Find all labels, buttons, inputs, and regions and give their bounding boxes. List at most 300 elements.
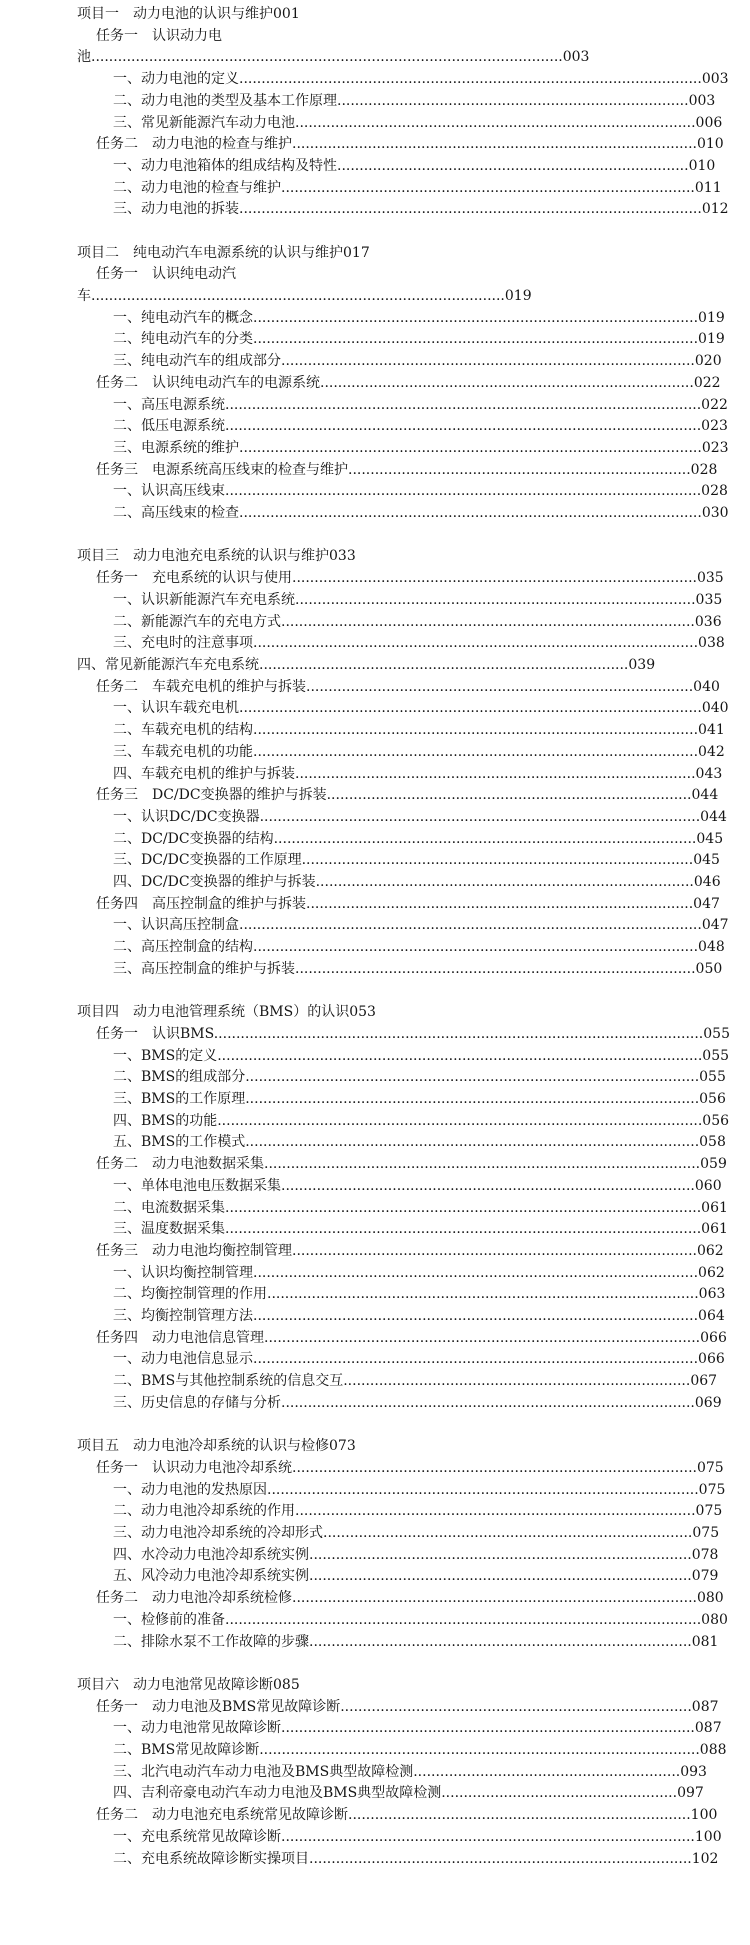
entry-label: 二、动力电池的类型及基本工作原理 [113,93,337,109]
subsection-entry [113,1370,718,1392]
project-heading [77,1435,700,1457]
page-number: 053 [349,1004,376,1020]
subsection-entry [113,1479,726,1501]
leader-dots: ........................................................................................................... [225,1612,702,1628]
leader-dots: .............................................................................. [343,1373,691,1389]
subsection-entry [113,828,724,850]
subsection-entry [113,1739,727,1761]
entry-label: 三、动力电池冷却系统的冷却形式 [113,1525,323,1541]
entry-label: 二、均衡控制管理的作用 [113,1286,267,1302]
entry-label: 车 [77,288,91,304]
entry-label: 二、BMS与其他控制系统的信息交互 [113,1373,344,1389]
leader-dots: ........................................................................................................... [225,1200,702,1216]
subsection-entry [113,1609,728,1631]
page-number: 047 [693,896,720,912]
entry-label: 任务一 认识BMS [96,1026,214,1042]
entry-label: 任务四 高压控制盒的维护与拆装 [96,896,306,912]
entry-label: 四、常见新能源汽车充电系统 [77,657,259,673]
page-number: 035 [696,570,724,586]
leader-dots: ...................................................................................... [309,1568,692,1584]
page-number: 048 [698,939,725,955]
page-number: 062 [698,1265,725,1281]
leader-dots: ................................................................................................. [267,1286,699,1302]
page-number: 085 [273,1677,300,1693]
leader-dots: ....................................................................................... [306,679,694,695]
subsection-entry [113,480,728,502]
leader-dots: ................................................................................................... [259,1742,700,1758]
page-number: 019 [698,331,725,347]
task-entry [96,133,724,155]
project-heading [77,545,700,567]
subsection-entry [113,177,722,199]
leader-dots: ........................................................................................... [292,1243,697,1259]
page-number: 017 [343,245,370,261]
page-number: 006 [695,115,723,131]
subsection-entry [113,763,723,785]
entry-label: 一、认识高压线束 [113,483,225,499]
entry-label: 四、DC/DC变换器的维护与拆装 [113,874,316,890]
leader-dots: ............................................................ [413,1764,681,1780]
task-entry [96,372,721,394]
subsection-entry [113,1522,720,1544]
subsection-entry [113,1175,722,1197]
task-entry [96,676,720,698]
page-number: 040 [693,679,720,695]
leader-dots: ........................................................................................................... [225,483,702,499]
page-number: 093 [680,1764,707,1780]
page-number: 038 [698,635,725,651]
page-number: 061 [701,1200,728,1216]
subsection-entry [113,849,720,871]
entry-label: 三、动力电池的拆装 [113,201,239,217]
subsection-entry [113,1197,728,1219]
page-number: 047 [701,917,729,933]
leader-dots: ........................................................................................... [292,570,697,586]
subsection-entry [113,1283,726,1305]
entry-label: 一、认识均衡控制管理 [113,1265,253,1281]
leader-dots: ........................................................................................................... [225,1221,702,1237]
entry-label: 一、单体电池电压数据采集 [113,1178,281,1194]
leader-dots: ............................................................................................. [281,614,695,630]
leader-dots: ................................................................................................. [267,1482,699,1498]
entry-label: 一、认识DC/DC变换器 [113,809,260,825]
entry-label: 项目二 纯电动汽车电源系统的认识与维护 [77,245,343,261]
leader-dots: ........................................................................................................ [239,917,702,933]
project-heading [77,3,700,25]
leader-dots: .......................................................................................................... [91,49,563,65]
page-number: 003 [701,71,729,87]
page-number: 102 [691,1851,719,1867]
subsection-entry [113,1500,723,1522]
page-number: 036 [694,614,722,630]
leader-dots: ...................................................................................... [309,1634,692,1650]
page-number: 023 [701,440,729,456]
page-number: 019 [504,288,532,304]
page-number: 063 [698,1286,726,1302]
entry-label: 任务一 认识动力电池冷却系统 [96,1460,292,1476]
page-number: 058 [699,1134,726,1150]
page-number: 019 [698,310,725,326]
page-number: 050 [695,961,723,977]
entry-label: 任务二 动力电池的检查与维护 [96,136,292,152]
task-entry [96,567,724,589]
subsection-entry [113,394,728,416]
task-entry [96,1696,719,1718]
task-entry [96,1153,727,1175]
task-entry [96,784,719,806]
entry-label: 项目六 动力电池常见故障诊断 [77,1677,273,1693]
entry-label: 三、充电时的注意事项 [113,635,253,651]
page-number: 100 [694,1829,722,1845]
subsection-entry [113,1066,726,1088]
entry-label: 一、动力电池箱体的组成结构及特性 [113,158,337,174]
page-number: 042 [698,744,725,760]
subsection-entry [113,806,727,828]
entry-label: 三、DC/DC变换器的工作原理 [113,852,302,868]
leader-dots: .................................................................................................... [253,310,699,326]
page-number: 040 [701,700,729,716]
page-number: 039 [628,657,656,673]
leader-dots: ........................................................................................................ [239,440,702,456]
project-heading [77,1001,700,1023]
leader-dots: .................................................................................................... [253,1265,699,1281]
page-number: 075 [698,1482,726,1498]
subsection-entry [113,1348,725,1370]
page-number: 060 [694,1178,722,1194]
subsection-entry [113,1826,722,1848]
entry-label: 三、纯电动汽车的组成部分 [113,353,281,369]
leader-dots: .................................................................................................... [253,1351,699,1367]
page-number: 044 [700,809,727,825]
leader-dots: .................................................................................. [326,787,692,803]
entry-label: 三、温度数据采集 [113,1221,225,1237]
leader-dots: ............................................................................................................. [217,1113,703,1129]
page-number: 066 [700,1330,727,1346]
leader-dots: .......................................................................................... [295,1503,696,1519]
task-entry [96,459,718,481]
page-number: 097 [677,1785,704,1801]
leader-dots: ............................................................................. [348,1807,691,1823]
entry-label: 任务三 动力电池均衡控制管理 [96,1243,292,1259]
entry-label: 四、吉利帝豪电动汽车动力电池及BMS典型故障检测 [113,1785,442,1801]
entry-label: 四、BMS的功能 [113,1113,218,1129]
page-number: 041 [698,722,725,738]
page-number: 044 [691,787,719,803]
subsection-entry [113,1544,719,1566]
entry-label: 项目四 动力电池管理系统（BMS）的认识 [77,1004,350,1020]
subsection-entry [113,611,722,633]
task-entry [96,1327,727,1349]
entry-label: 项目三 动力电池充电系统的认识与维护 [77,548,329,564]
entry-label: 二、DC/DC变换器的结构 [113,831,274,847]
entry-label: 二、BMS的组成部分 [113,1069,246,1085]
entry-label: 项目一 动力电池的认识与维护 [77,6,273,22]
task-entry [96,1240,724,1262]
subsection-entry [113,1717,722,1739]
page-number: 059 [700,1156,727,1172]
entry-label: 二、排除水泵不工作故障的步骤 [113,1634,309,1650]
page-number: 062 [696,1243,724,1259]
entry-label: 三、BMS的工作原理 [113,1091,246,1107]
page-number: 069 [694,1395,722,1411]
entry-label: 任务二 认识纯电动汽车的电源系统 [96,375,320,391]
entry-label: 一、认识高压控制盒 [113,917,239,933]
leader-dots: ................................................................................................... [259,809,701,825]
entry-label: 三、常见新能源汽车动力电池 [113,115,295,131]
subsection-entry [113,632,725,654]
page-number: 022 [701,397,728,413]
leader-dots: .................................................................................... [320,375,694,391]
page-number: 087 [694,1720,722,1736]
entry-label: 三、电源系统的维护 [113,440,239,456]
leader-dots: .................................................................................................... [253,744,699,760]
entry-label: 三、历史信息的存储与分析 [113,1395,281,1411]
entry-label: 五、风冷动力电池冷却系统实例 [113,1568,309,1584]
leader-dots: .................................................................................................... [253,939,699,955]
subsection-entry [113,741,725,763]
page-number: 023 [701,418,728,434]
leader-dots: .................................................................................................... [253,1308,699,1324]
entry-label: 二、动力电池冷却系统的作用 [113,1503,295,1519]
leader-dots: ............................................................................................................. [217,1048,703,1064]
subsection-entry [113,328,725,350]
subsection-entry [113,719,725,741]
leader-dots: .................................................................................................... [253,331,699,347]
subsection-entry [113,1392,722,1414]
entry-label: 二、BMS常见故障诊断 [113,1742,260,1758]
entry-label: 四、水冷动力电池冷却系统实例 [113,1547,309,1563]
leader-dots: ........................................................................................................ [239,201,702,217]
leader-dots: ............................................................................................. [281,1829,695,1845]
subsection-entry [113,415,728,437]
subsection-entry [113,1305,725,1327]
page-number: 088 [699,1742,727,1758]
leader-dots: ..................................................................................... [315,874,694,890]
entry-label: 任务三 DC/DC变换器的维护与拆装 [96,787,327,803]
subsection-entry [113,958,723,980]
entry-label: 一、充电系统常见故障诊断 [113,1829,281,1845]
page-number: 003 [562,49,590,65]
subsection-entry [113,1045,730,1067]
subsection-entry [113,155,716,177]
subsection-entry [113,1761,707,1783]
task-entry [96,893,720,915]
leader-dots: .................................................................................................... [253,722,699,738]
task-entry [96,25,700,47]
entry-label: 一、认识新能源汽车充电系统 [113,592,295,608]
subsection-entry [113,437,729,459]
leader-dots: ............................................................................................. [91,288,505,304]
leader-dots: ...................................................................................................... [245,1069,700,1085]
subsection-entry [113,1565,719,1587]
entry-label: 二、新能源汽车的充电方式 [113,614,281,630]
leader-dots: ............................................................................................. [281,1178,695,1194]
entry-label: 二、充电系统故障诊断实操项目 [113,1851,309,1867]
page-number: 075 [696,1460,724,1476]
entry-label: 一、动力电池的发热原因 [113,1482,267,1498]
entry-label: 一、动力电池常见故障诊断 [113,1720,281,1736]
page-number: 003 [688,93,716,109]
leader-dots: ............................................................................................. [281,1395,695,1411]
page-number: 067 [690,1373,718,1389]
leader-dots: ............................................................................................. [281,1720,695,1736]
page-number: 080 [701,1612,728,1628]
leader-dots: ........................................................................................................ [239,505,702,521]
leader-dots: .................................................................................................. [264,1156,701,1172]
entry-label: 一、高压电源系统 [113,397,225,413]
entry-label: 三、均衡控制管理方法 [113,1308,253,1324]
leader-dots: ................................................................................... [259,657,629,673]
entry-label: 二、电流数据采集 [113,1200,225,1216]
page-number: 056 [699,1091,726,1107]
subsection-entry [113,871,721,893]
leader-dots: ........................................................................................... [292,1460,697,1476]
page-number: 055 [699,1069,726,1085]
entry-label: 三、高压控制盒的维护与拆装 [113,961,295,977]
entry-label: 一、纯电动汽车的概念 [113,310,253,326]
page-number: 055 [703,1026,730,1042]
entry-label: 三、北汽电动汽车动力电池及BMS典型故障检测 [113,1764,414,1780]
entry-label: 二、动力电池的检查与维护 [113,180,281,196]
page-number: 081 [691,1634,719,1650]
task-entry [96,1023,730,1045]
page-number: 001 [273,6,300,22]
entry-label: 任务四 动力电池信息管理 [96,1330,264,1346]
entry-label: 一、动力电池信息显示 [113,1351,253,1367]
entry-label: 任务一 动力电池及BMS常见故障诊断 [96,1699,341,1715]
leader-dots: ...................................................................................................... [245,1091,700,1107]
page-number: 087 [691,1699,719,1715]
project-heading [77,242,700,264]
leader-dots: ............................................................................... [337,158,689,174]
entry-label: 二、高压线束的检查 [113,505,239,521]
page-number: 064 [698,1308,725,1324]
project-heading [77,1674,700,1696]
leader-dots: ........................................................................................................ [239,71,702,87]
subsection-entry [113,1088,726,1110]
leader-dots: ...................................................................................................... [245,1134,700,1150]
page-number: 100 [690,1807,718,1823]
entry-label: 一、BMS的定义 [113,1048,218,1064]
page-number: 073 [329,1438,356,1454]
leader-dots: ............................................................................... [337,93,689,109]
subsection-entry [113,1262,725,1284]
task-entry [96,1804,718,1826]
entry-label: 项目五 动力电池冷却系统的认识与检修 [77,1438,329,1454]
entry-label: 二、纯电动汽车的分类 [113,331,253,347]
leader-dots: ............................................................................... [340,1699,692,1715]
subsection-entry [113,1218,728,1240]
page-number: 075 [695,1503,723,1519]
page-number: 028 [701,483,728,499]
leader-dots: ........................................................................................................... [225,418,702,434]
page-number: 078 [691,1547,719,1563]
page-number: 045 [696,831,724,847]
entry-label: 任务二 车载充电机的维护与拆装 [96,679,306,695]
subsection-entry [113,914,729,936]
subsection-entry [113,502,729,524]
leader-dots: ........................................................................................................ [239,700,702,716]
page-number: 022 [693,375,721,391]
page-number: 028 [690,462,718,478]
leader-dots: ........................................................................................ [301,852,694,868]
subsection-entry [113,350,722,372]
entry-label: 任务一 认识动力电 [96,28,222,44]
entry-label: 一、动力电池的定义 [113,71,239,87]
leader-dots: ...................................................................................... [309,1547,692,1563]
leader-dots: ........................................................................................................... [225,397,702,413]
subsection-entry [113,198,729,220]
page-number: 010 [696,136,724,152]
leader-dots: ................................................................................... [323,1525,693,1541]
page-number: 035 [695,592,723,608]
entry-label: 二、车载充电机的结构 [113,722,253,738]
task-entry-continued [77,46,590,68]
entry-label: 池 [77,49,91,65]
subsection-entry [113,1848,719,1870]
page-number: 056 [702,1113,730,1129]
entry-label: 二、高压控制盒的结构 [113,939,253,955]
entry-label: 三、车载充电机的功能 [113,744,253,760]
entry-label: 任务一 充电系统的认识与使用 [96,570,292,586]
task-entry [96,1457,724,1479]
subsection-entry [113,697,729,719]
entry-label: 一、认识车载充电机 [113,700,239,716]
leader-dots: ........................................................................................... [292,1590,697,1606]
leader-dots: .......................................................................................... [295,961,696,977]
page-number: 066 [698,1351,725,1367]
page-number: 010 [688,158,716,174]
task-entry-continued [77,285,532,307]
subsection-entry [113,112,723,134]
task-entry [96,263,700,285]
leader-dots: .......................................................................................... [295,115,696,131]
entry-label: 任务二 动力电池充电系统常见故障诊断 [96,1807,348,1823]
leader-dots: .................................................................................................. [264,1330,701,1346]
leader-dots: .......................................................................................... [295,766,696,782]
subsection-entry [113,307,725,329]
subsection-entry [113,90,716,112]
page-number: 011 [694,180,722,196]
page-number: 046 [693,874,721,890]
page-number: 033 [329,548,356,564]
entry-label: 五、BMS的工作模式 [113,1134,246,1150]
entry-label: 四、车载充电机的维护与拆装 [113,766,295,782]
page-number: 020 [694,353,722,369]
entry-label: 任务三 电源系统高压线束的检查与维护 [96,462,348,478]
leader-dots: ........................................................................................... [292,136,697,152]
entry-label: 二、低压电源系统 [113,418,225,434]
task-entry [96,1587,724,1609]
page-number: 055 [702,1048,730,1064]
leader-dots: ...................................................................................... [309,1851,692,1867]
entry-label: 任务二 动力电池数据采集 [96,1156,264,1172]
subsection-entry [113,1110,730,1132]
section-entry [77,654,656,676]
page-number: 080 [696,1590,724,1606]
leader-dots: ....................................................................................... [306,896,694,912]
subsection-entry [113,68,729,90]
page-number: 045 [693,852,720,868]
page-number: 061 [701,1221,728,1237]
page-number: 079 [691,1568,719,1584]
leader-dots: .............................................................................................................. [213,1026,704,1042]
leader-dots: ............................................................................................. [281,353,695,369]
entry-label: 任务一 认识纯电动汽 [96,266,236,282]
subsection-entry [113,1631,719,1653]
leader-dots: ............................................................................................. [281,180,695,196]
leader-dots: ..................................................... [441,1785,678,1801]
